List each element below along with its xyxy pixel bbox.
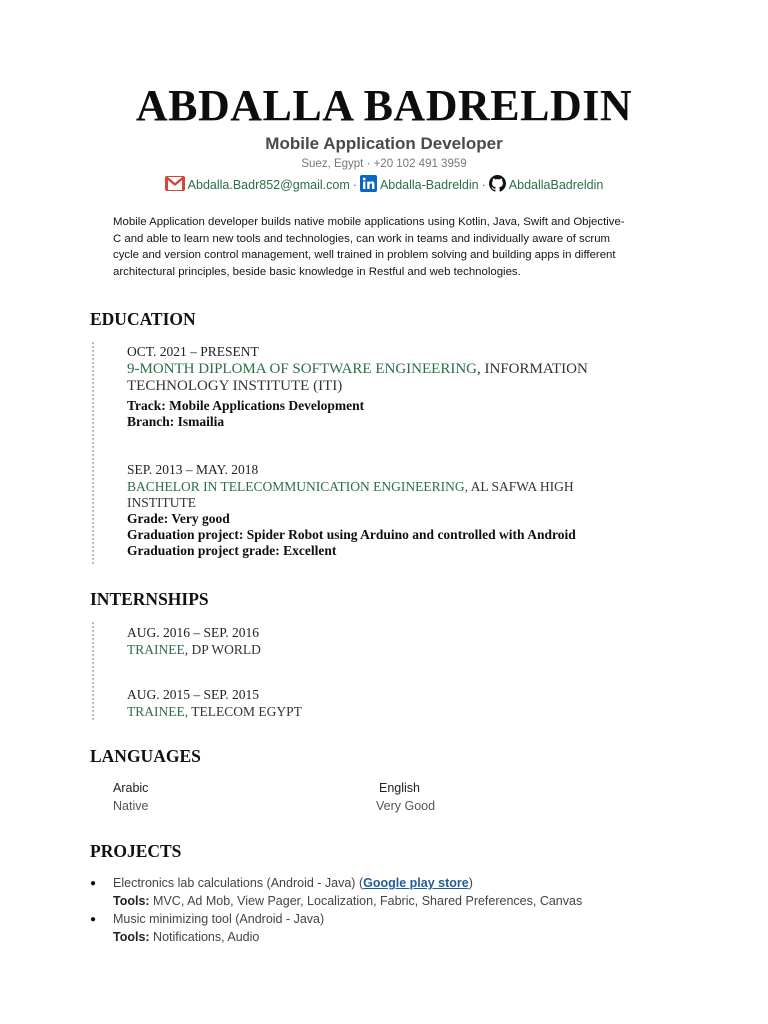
institution: , INFORMATION [477,361,588,377]
paren-open: ( [355,876,364,890]
language-level: Very Good [376,799,436,813]
internships-heading: INTERNSHIPS [90,589,209,609]
institution: AL SAFWA HIGH [467,479,574,494]
company: TELECOM EGYPT [188,704,302,719]
education-entry [127,461,707,559]
project-name: Electronics lab calculations (Android - Java) [113,876,356,890]
gmail-icon [165,176,185,194]
internships-timeline [92,622,94,720]
tools-label: Tools: [113,930,150,944]
role: TRAINEE, [127,704,189,719]
github-icon [489,175,506,195]
internship-entry [127,686,707,720]
location-phone: Suez, Egypt · +20 102 491 3959 [301,158,467,170]
summary-line: cycle and version control management, well trained in problem solving and building apps in different [113,249,616,261]
paren-close: ) [468,876,473,890]
bullet: ● [90,914,97,925]
education-detail: Grade: Very good [127,511,230,526]
bullet: ● [90,878,97,889]
contact-bar [0,175,768,195]
education-detail: Graduation project grade: Excellent [127,543,337,558]
education-date: OCT. 2021 – PRESENT [127,344,259,359]
internship-role-line [127,703,707,720]
project-item [113,874,582,910]
github-link[interactable]: AbdallaBadreldin [508,178,604,192]
tools-label: Tools: [113,894,150,908]
education-detail: Branch: Ismailia [127,414,225,429]
summary-line: C and able to learn new tools and technologies, can work in teams and individually aware of scrum [113,232,611,245]
headline: Mobile Application Developer [265,134,503,153]
project-name: Music minimizing tool (Android - Java) [113,912,325,926]
summary [113,214,693,280]
education-detail: Graduation project: Spider Robot using Arduino and controlled with Android [127,527,576,542]
institution-line2: TECHNOLOGY INSTITUTE (ITI) [127,378,343,394]
linkedin-link[interactable]: Abdalla-Badreldin [379,178,479,192]
separator: · [481,178,486,192]
internship-date: AUG. 2015 – SEP. 2015 [127,687,260,702]
summary-line: Mobile Application developer builds native mobile applications using Kotlin, Java, Swift and Objective- [113,216,625,228]
candidate-name: ABDALLA BADRELDIN [135,81,633,130]
languages-heading: LANGUAGES [90,746,201,766]
google-play-link[interactable]: Google play store [363,876,469,890]
degree: 9-MONTH DIPLOMA OF SOFTWARE ENGINEERING [127,361,477,377]
company: , DP WORLD [184,642,261,657]
education-detail: Track: Mobile Applications Development [127,398,365,413]
linkedin-icon [360,175,377,195]
internship-date: AUG. 2016 – SEP. 2016 [127,625,260,640]
internship-entry [127,624,707,658]
education-degree-line [127,478,707,495]
degree: BACHELOR IN TELECOMMUNICATION ENGINEERING, [127,479,468,494]
education-degree-line [127,361,707,378]
project-item [113,910,324,946]
language-name: English [379,781,420,795]
education-heading: EDUCATION [90,309,196,329]
institution-line2: INSTITUTE [127,495,196,510]
summary-line: architectural principles, beside basic knowledge in Restful and web technologies. [113,265,521,278]
education-timeline [92,342,94,564]
role: TRAINEE [127,642,185,657]
language-level: Native [113,799,149,813]
email-link[interactable]: Abdalla.Badr852@gmail.com [187,178,350,192]
education-date: SEP. 2013 – MAY. 2018 [127,462,259,477]
language-name: Arabic [113,781,149,795]
projects-heading: PROJECTS [90,841,182,861]
project-tools: MVC, Ad Mob, View Pager, Localization, Fabric, Shared Preferences, Canvas [149,894,583,908]
project-tools: Notifications, Audio [149,930,260,944]
internship-role-line [127,641,707,658]
separator: · [352,178,357,192]
education-entry [127,343,707,430]
